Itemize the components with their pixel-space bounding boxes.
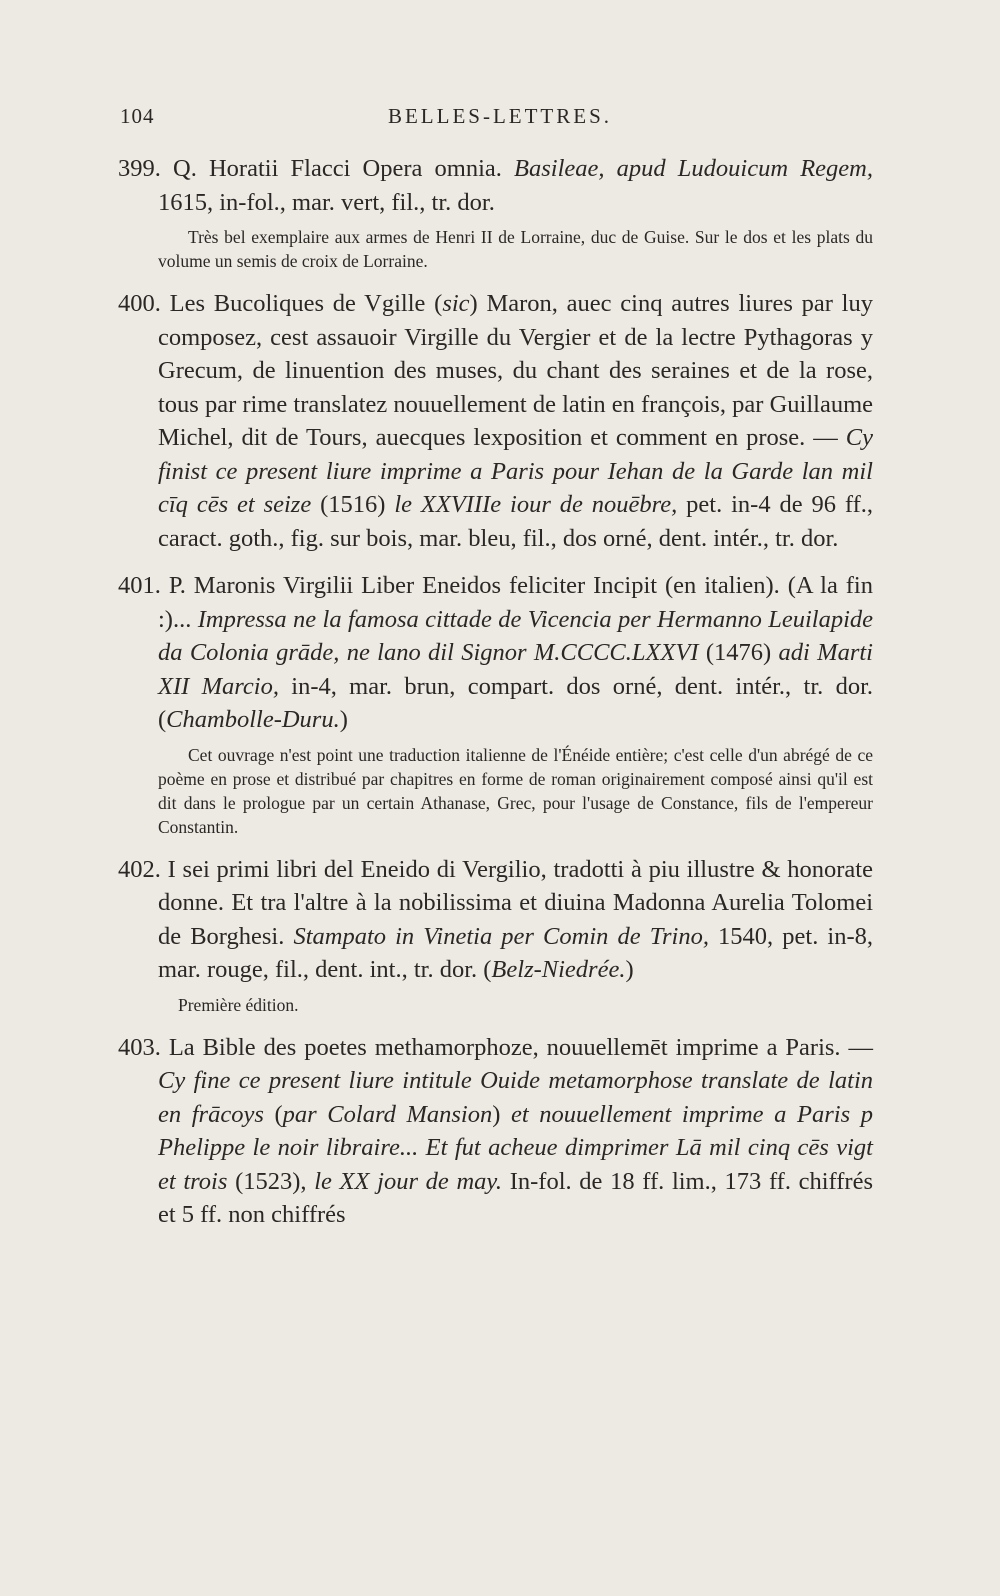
entry-text-segment: P. Maronis Virgilii Liber Eneidos feliciter Incipit (en italien). (A la fin :)... bbox=[158, 572, 873, 633]
entry-number: 399. bbox=[118, 155, 161, 182]
entry-text-segment: Les Bucoliques de Vgille ( bbox=[160, 290, 443, 317]
catalogue-entry-399 bbox=[118, 152, 873, 273]
entry-colophon-italic: Cy fine ce present liure intitule Ouide metamorphose translate de latin en frācoys bbox=[158, 1067, 873, 1128]
entry-number: 402. bbox=[118, 855, 161, 883]
entry-text bbox=[118, 1031, 873, 1232]
catalogue-entry-403 bbox=[118, 1031, 873, 1232]
entry-text-segment: (1476) bbox=[698, 639, 779, 666]
catalogue-entry-400 bbox=[118, 287, 873, 555]
entry-colophon-italic: Cy finist ce present liure imprime a Paris pour Iehan de la Garde lan mil cīq cēs et seize bbox=[158, 424, 873, 518]
entry-text bbox=[118, 152, 873, 219]
entry-text-segment: ) bbox=[492, 1100, 511, 1128]
entry-text-segment: (1523), bbox=[227, 1167, 315, 1195]
entry-imprint-italic: Stampato in Vinetia per Comin de Trino, bbox=[293, 922, 709, 950]
entry-number: 400. bbox=[118, 290, 161, 317]
catalogue-entry-402 bbox=[118, 853, 873, 1017]
entry-note: Première édition. bbox=[178, 994, 299, 1015]
entry-note: Cet ouvrage n'est point une traduction italienne de l'Énéide entière; c'est celle d'un abrégé de ce poème en prose et distribué par chapitres en forme de roman originairement composé ainsi qu'il est dit dans le prologue par un certain Athanase, Grec, pour l'usage de Constance, fils de l'empereur Constantin. bbox=[158, 744, 873, 837]
page-number: 104 bbox=[120, 104, 155, 128]
entry-note: Très bel exemplaire aux armes de Henri II de Lorraine, duc de Guise. Sur le dos et les plats du volume un semis de croix de Lorraine. bbox=[158, 227, 873, 271]
catalogue-entry-401 bbox=[118, 569, 873, 839]
entry-text-segment: I sei primi libri del Eneido di Vergilio, tradotti à piu illustre & honorate donne. Et tra l'altre à la nobilissima et diuina Madonna Aurelia Tolomei de Borghesi. bbox=[158, 855, 873, 950]
entry-colophon-italic: et nouuellement imprime a Paris p Phelippe le noir libraire... Et fut acheue dimprimer Lā mil cinq cēs vigt et trois bbox=[158, 1100, 873, 1195]
running-head: BELLES-LETTRES. bbox=[387, 104, 613, 128]
entry-sic-italic: sic bbox=[442, 290, 470, 317]
entry-text-segment: (1516) bbox=[311, 491, 395, 518]
entry-number: 403. bbox=[118, 1033, 161, 1061]
catalogue-entries bbox=[118, 152, 873, 1246]
page-header bbox=[120, 104, 880, 134]
entry-binder-italic: Belz-Niedrée. bbox=[491, 956, 626, 983]
entry-text-segment: ) Maron, auec cinq autres liures par luy composez, cest assauoir Virgille du Vergier et de la lectre Pythagoras y Grecum, de linuention des muses, du chant des seraines et de la rose, tous par rime translatez nouuellement de latin en françois, par Guillaume Michel, dit de Tours, auecques lexposition et comment en prose. — bbox=[158, 290, 874, 451]
entry-text-segment: in-4, mar. brun, compart. dos orné, dent. intér., tr. dor. ( bbox=[158, 672, 873, 733]
entry-text-segment: ) bbox=[339, 706, 348, 733]
entry-text-segment: 1615, in-fol., mar. vert, fil., tr. dor. bbox=[158, 188, 495, 216]
entry-text-segment: In-fol. de 18 ff. lim., 173 ff. chiffrés et 5 ff. non chiffrés bbox=[158, 1167, 873, 1228]
entry-binder-italic: Chambolle-Duru. bbox=[166, 706, 340, 733]
entry-date-italic: le XX jour de may. bbox=[314, 1167, 503, 1195]
entry-text-segment: La Bible des poetes methamorphoze, nouuellemēt imprime a Paris. — bbox=[160, 1033, 873, 1061]
entry-date-italic: adi Marti XII Marcio, bbox=[158, 639, 873, 700]
entry-text bbox=[118, 569, 873, 737]
entry-text-segment: Q. Horatii Flacci Opera omnia. bbox=[160, 155, 515, 182]
entry-text bbox=[118, 853, 873, 987]
entry-text-segment: 1540, pet. in-8, mar. rouge, fil., dent. int., tr. dor. ( bbox=[158, 922, 874, 983]
entry-text-segment: ) bbox=[625, 956, 634, 983]
entry-text-segment: ( bbox=[263, 1100, 283, 1128]
entry-number: 401. bbox=[118, 572, 161, 599]
entry-colophon-italic: Impressa ne la famosa cittade de Vicencia per Hermanno Leuilapide da Colonia grāde, ne lano dil Signor M.CCCC.LXXVI bbox=[158, 605, 874, 666]
entry-date-italic: le XXVIIIe iour de nouēbre, bbox=[394, 491, 678, 518]
entry-text-segment: pet. in-4 de 96 ff., caract. goth., fig. sur bois, mar. bleu, fil., dos orné, dent. intér., tr. dor. bbox=[158, 491, 873, 552]
entry-imprint-italic: Basileae, apud Ludouicum Regem, bbox=[514, 155, 873, 182]
entry-translator-italic: par Colard Mansion bbox=[282, 1100, 493, 1128]
entry-text bbox=[118, 287, 873, 555]
